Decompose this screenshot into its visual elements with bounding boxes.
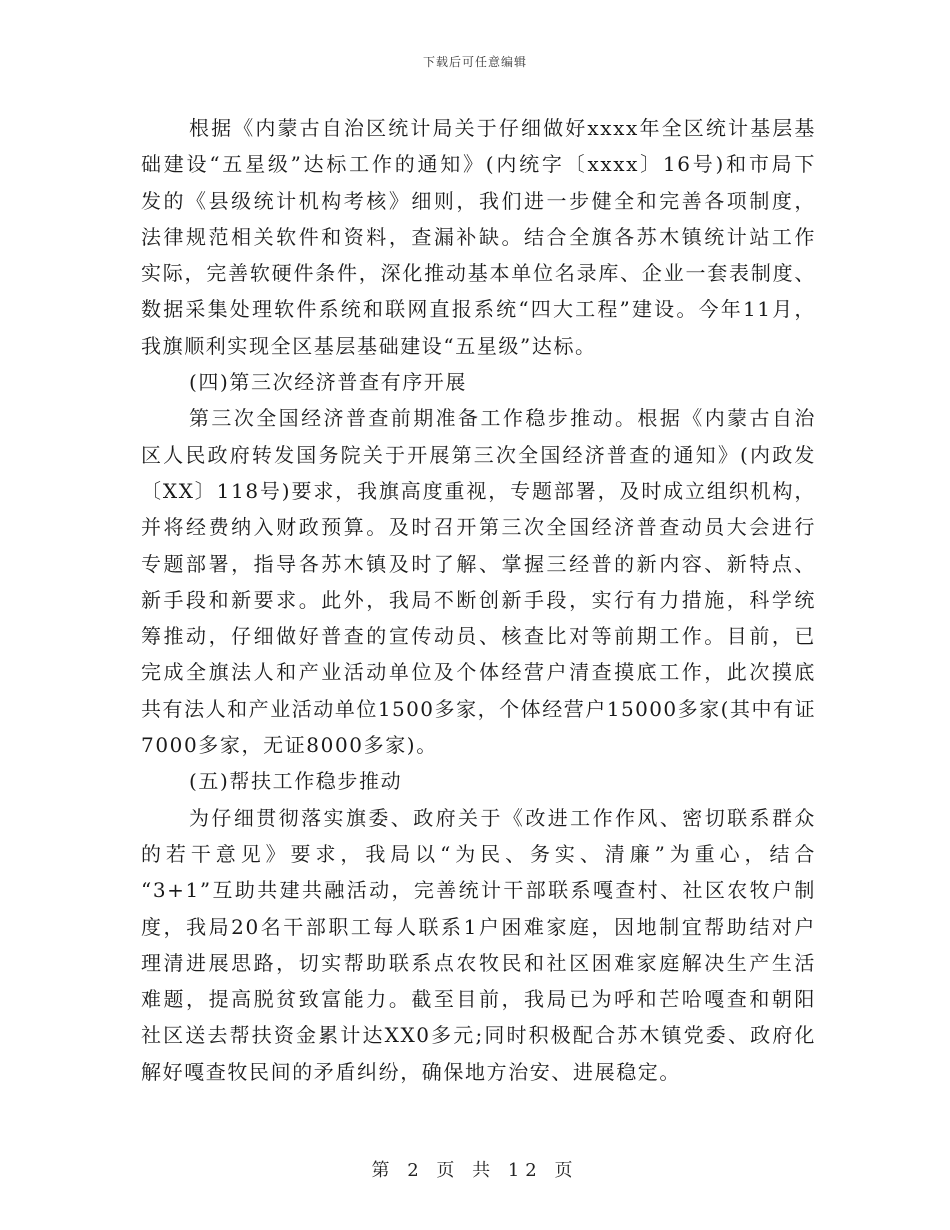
text-line: 7000多家，无证8000多家)。 xyxy=(141,733,438,758)
document-body xyxy=(141,110,816,1090)
text-line: 第三次全国经济普查前期准备工作稳步推动。根据《内蒙古自治 xyxy=(189,406,816,431)
text-line: 难题，提高脱贫致富能力。截至目前，我局已为呼和芒哈嘎查和朝阳 xyxy=(141,987,816,1012)
text-line: 法律规范相关软件和资料，查漏补缺。结合全旗各苏木镇统计站工作 xyxy=(141,224,816,249)
text-line: 新手段和新要求。此外，我局不断创新手段，实行有力措施，科学统 xyxy=(141,587,816,612)
page-header: 下载后可任意编辑 xyxy=(422,55,527,69)
text-line: “3+1”互助共建共融活动，完善统计干部联系嘎查村、社区农牧户制 xyxy=(141,878,816,903)
page-footer: 第 2 页 共 12 页 xyxy=(371,1160,579,1181)
text-line: (五)帮扶工作稳步推动 xyxy=(189,769,403,794)
text-line: 并将经费纳入财政预算。及时召开第三次全国经济普查动员大会进行 xyxy=(141,515,816,540)
text-line: 完成全旗法人和产业活动单位及个体经营户清查摸底工作，此次摸底 xyxy=(141,660,816,685)
text-line: 为仔细贯彻落实旗委、政府关于《改进工作作风、密切联系群众 xyxy=(189,805,816,830)
text-line: 共有法人和产业活动单位1500多家，个体经营户15000多家(其中有证 xyxy=(141,696,816,721)
text-line: 专题部署，指导各苏木镇及时了解、掌握三经普的新内容、新特点、 xyxy=(141,551,816,576)
text-line: 理清进展思路，切实帮助联系点农牧民和社区困难家庭解决生产生活 xyxy=(141,950,816,975)
text-line: 发的《县级统计机构考核》细则，我们进一步健全和完善各项制度， xyxy=(141,188,816,213)
text-line: 的若干意见》要求，我局以“为民、务实、清廉”为重心，结合 xyxy=(141,841,816,866)
text-line: 实际，完善软硬件条件，深化推动基本单位名录库、企业一套表制度、 xyxy=(141,261,816,286)
text-line: 数据采集处理软件系统和联网直报系统“四大工程”建设。今年11月， xyxy=(141,297,816,322)
text-line: 度，我局20名干部职工每人联系1户困难家庭，因地制宜帮助结对户 xyxy=(141,914,816,939)
text-line: 础建设“五星级”达标工作的通知》(内统字〔xxxx〕16号)和市局下 xyxy=(141,152,816,177)
text-line: (四)第三次经济普查有序开展 xyxy=(189,370,468,395)
text-line: 解好嘎查牧民间的矛盾纠纷，确保地方治安、进展稳定。 xyxy=(141,1059,681,1084)
text-line: 根据《内蒙古自治区统计局关于仔细做好xxxx年全区统计基层基 xyxy=(189,116,816,140)
text-line: 筹推动，仔细做好普查的宣传动员、核查比对等前期工作。目前，已 xyxy=(141,624,816,649)
text-line: 〔XX〕118号)要求，我旗高度重视，专题部署，及时成立组织机构， xyxy=(141,478,816,503)
text-line: 社区送去帮扶资金累计达XX0多元;同时积极配合苏木镇党委、政府化 xyxy=(141,1023,816,1048)
text-line: 我旗顺利实现全区基层基础建设“五星级”达标。 xyxy=(141,333,597,358)
text-line: 区人民政府转发国务院关于开展第三次全国经济普查的通知》(内政发 xyxy=(141,442,816,467)
